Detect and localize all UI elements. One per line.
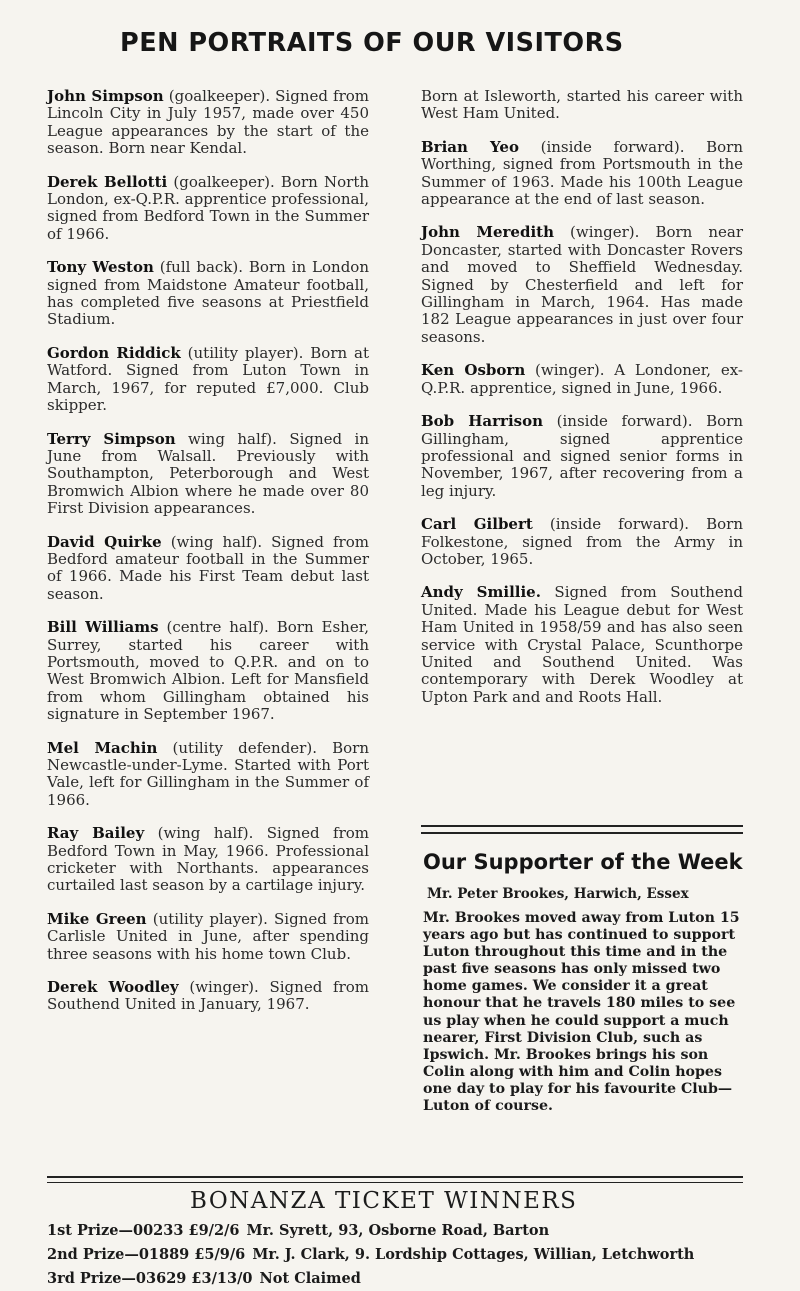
player-text: (utility defender). Born Newcastle-under-Lyme. Started with Port Vale, left for Gillingham in the Summer of 1966. (47, 738, 369, 809)
player-name: Terry Simpson (47, 429, 176, 448)
right-column (421, 88, 743, 722)
player-text: (inside forward). Born Folkestone, signed from the Army in October, 1965. (421, 515, 743, 568)
prize-line (47, 1246, 694, 1263)
player-bio (47, 825, 369, 895)
player-bio (47, 911, 369, 963)
supporter-heading: Our Supporter of the Week (423, 850, 743, 874)
player-name: Gordon Riddick (47, 343, 181, 362)
prize-label: 1st Prize—00233 £9/2/6 (47, 1222, 240, 1239)
player-text: (goalkeeper). Signed from Lincoln City in July 1957, made over 450 League appearances by the start of the season. Born near Kendal. (47, 87, 369, 158)
player-bio (421, 139, 743, 209)
player-name: Derek Woodley (47, 978, 179, 997)
player-bio (421, 584, 743, 706)
section-divider (421, 825, 743, 834)
player-bio (47, 619, 369, 723)
player-text: (utility player). Signed from Carlisle United in June, after spending three seasons with his home town Club. (47, 909, 369, 963)
player-bio (47, 431, 369, 518)
player-text: (winger). A Londoner, ex-Q.P.R. apprentice, signed in June, 1966. (421, 361, 744, 397)
player-bio (421, 224, 743, 346)
player-bio (47, 534, 369, 604)
player-name: Ken Osborn (421, 361, 526, 380)
player-name: Brian Yeo (421, 137, 519, 156)
player-name: David Quirke (47, 532, 162, 551)
player-text: (winger). Born near Doncaster, started with Doncaster Rovers and moved to Sheffield Wednesday. Signed by Chesterfield and left for Gillingham in March, 1964. Has made 182 League appearances in just over four seasons. (421, 223, 743, 346)
player-text: (inside forward). Born Gillingham, signed apprentice professional and signed senior forms in November, 1967, after recovering from a leg injury. (421, 412, 743, 500)
player-text: (utility player). Born at Watford. Signed from Luton Town in March, 1967, for reputed £7,000. Club skipper. (47, 343, 369, 415)
prize-line (47, 1222, 549, 1239)
player-text: wing half). Signed in June from Walsall. Previously with Southampton, Peterborough and West Bromwich Albion where he made over 80 First Division appearances. (47, 429, 369, 518)
player-text: (winger). Signed from Southend United in January, 1967. (47, 978, 369, 1014)
supporter-text: Mr. Brookes moved away from Luton 15 years ago but has continued to support Luton throughout this time and in the past five seasons has only missed two home games. We consider it a great honour that he travels 180 miles to see us play when he could support a much nearer, First Division Club, such as Ipswich. Mr. Brookes brings his son Colin along with him and Colin hopes one day to play for his favourite Club—Luton of course. (423, 910, 740, 1115)
player-name: Mike Green (47, 909, 147, 928)
player-text: Signed from Southend United. Made his League debut for West Ham United in 1958/59 and has also seen service with Crystal Palace, Scunthorpe United and Southend United. Was contemporary with Derek Woodley at Upton Park and and Roots Hall. (421, 583, 743, 706)
player-text: (wing half). Signed from Bedford Town in May, 1966. Professional cricketer with Northants. appearances curtailed last season by a cartilage injury. (47, 824, 369, 895)
player-text: (wing half). Signed from Bedford amateur football in the Summer of 1966. Made his First Team debut last season. (47, 532, 369, 603)
player-name: Tony Weston (47, 258, 154, 277)
left-column (47, 88, 369, 1030)
bottom-divider (47, 1176, 743, 1183)
player-name: Carl Gilbert (421, 515, 533, 534)
player-text: (goalkeeper). Born North London, ex-Q.P.R. apprentice professional, signed from Bedford Town in the Summer of 1966. (47, 172, 370, 243)
player-bio (47, 740, 369, 810)
supporter-name: Mr. Peter Brookes, Harwich, Essex (427, 886, 689, 902)
player-text: (full back). Born in London signed from Maidstone Amateur football, has completed five seasons at Priestfield Stadium. (47, 258, 369, 329)
player-name: Ray Bailey (47, 824, 145, 843)
prize-label: 2nd Prize—01889 £5/9/6 (47, 1246, 246, 1263)
player-bio-continued (421, 88, 743, 123)
player-text: (inside forward). Born Worthing, signed from Portsmouth in the Summer of 1963. Made his 100th League appearance at the end of last season. (421, 137, 743, 209)
prize-winner: Not Claimed (259, 1270, 361, 1287)
player-text: (centre half). Born Esher, Surrey, started his career with Portsmouth, moved to Q.P.R. and on to West Bromwich Albion. Left for Mansfield from whom Gillingham obtained his signature in September 1967. (47, 618, 370, 724)
prize-label: 3rd Prize—03629 £3/13/0 (47, 1270, 253, 1287)
prize-winner: Mr. Syrett, 93, Osborne Road, Barton (246, 1222, 550, 1239)
player-bio (47, 174, 369, 244)
prize-winner: Mr. J. Clark, 9. Lordship Cottages, Willian, Letchworth (252, 1246, 695, 1263)
prize-line (47, 1270, 361, 1287)
player-bio (47, 259, 369, 329)
player-bio (47, 345, 369, 415)
page-title: PEN PORTRAITS OF OUR VISITORS (120, 28, 624, 58)
player-name: Andy Smillie. (421, 583, 541, 602)
bonanza-heading: BONANZA TICKET WINNERS (190, 1188, 578, 1214)
player-name: Bill Williams (47, 618, 159, 637)
player-bio (421, 516, 743, 568)
player-name: John Simpson (47, 87, 164, 105)
player-bio (421, 413, 743, 500)
player-name: Bob Harrison (421, 412, 544, 431)
player-bio (421, 362, 743, 397)
player-name: Derek Bellotti (47, 172, 168, 191)
player-name: Mel Machin (47, 738, 158, 757)
player-text: Born at Isleworth, started his career with West Ham United. (421, 87, 743, 123)
player-name: John Meredith (421, 223, 554, 242)
player-bio (47, 88, 369, 158)
player-bio (47, 979, 369, 1014)
